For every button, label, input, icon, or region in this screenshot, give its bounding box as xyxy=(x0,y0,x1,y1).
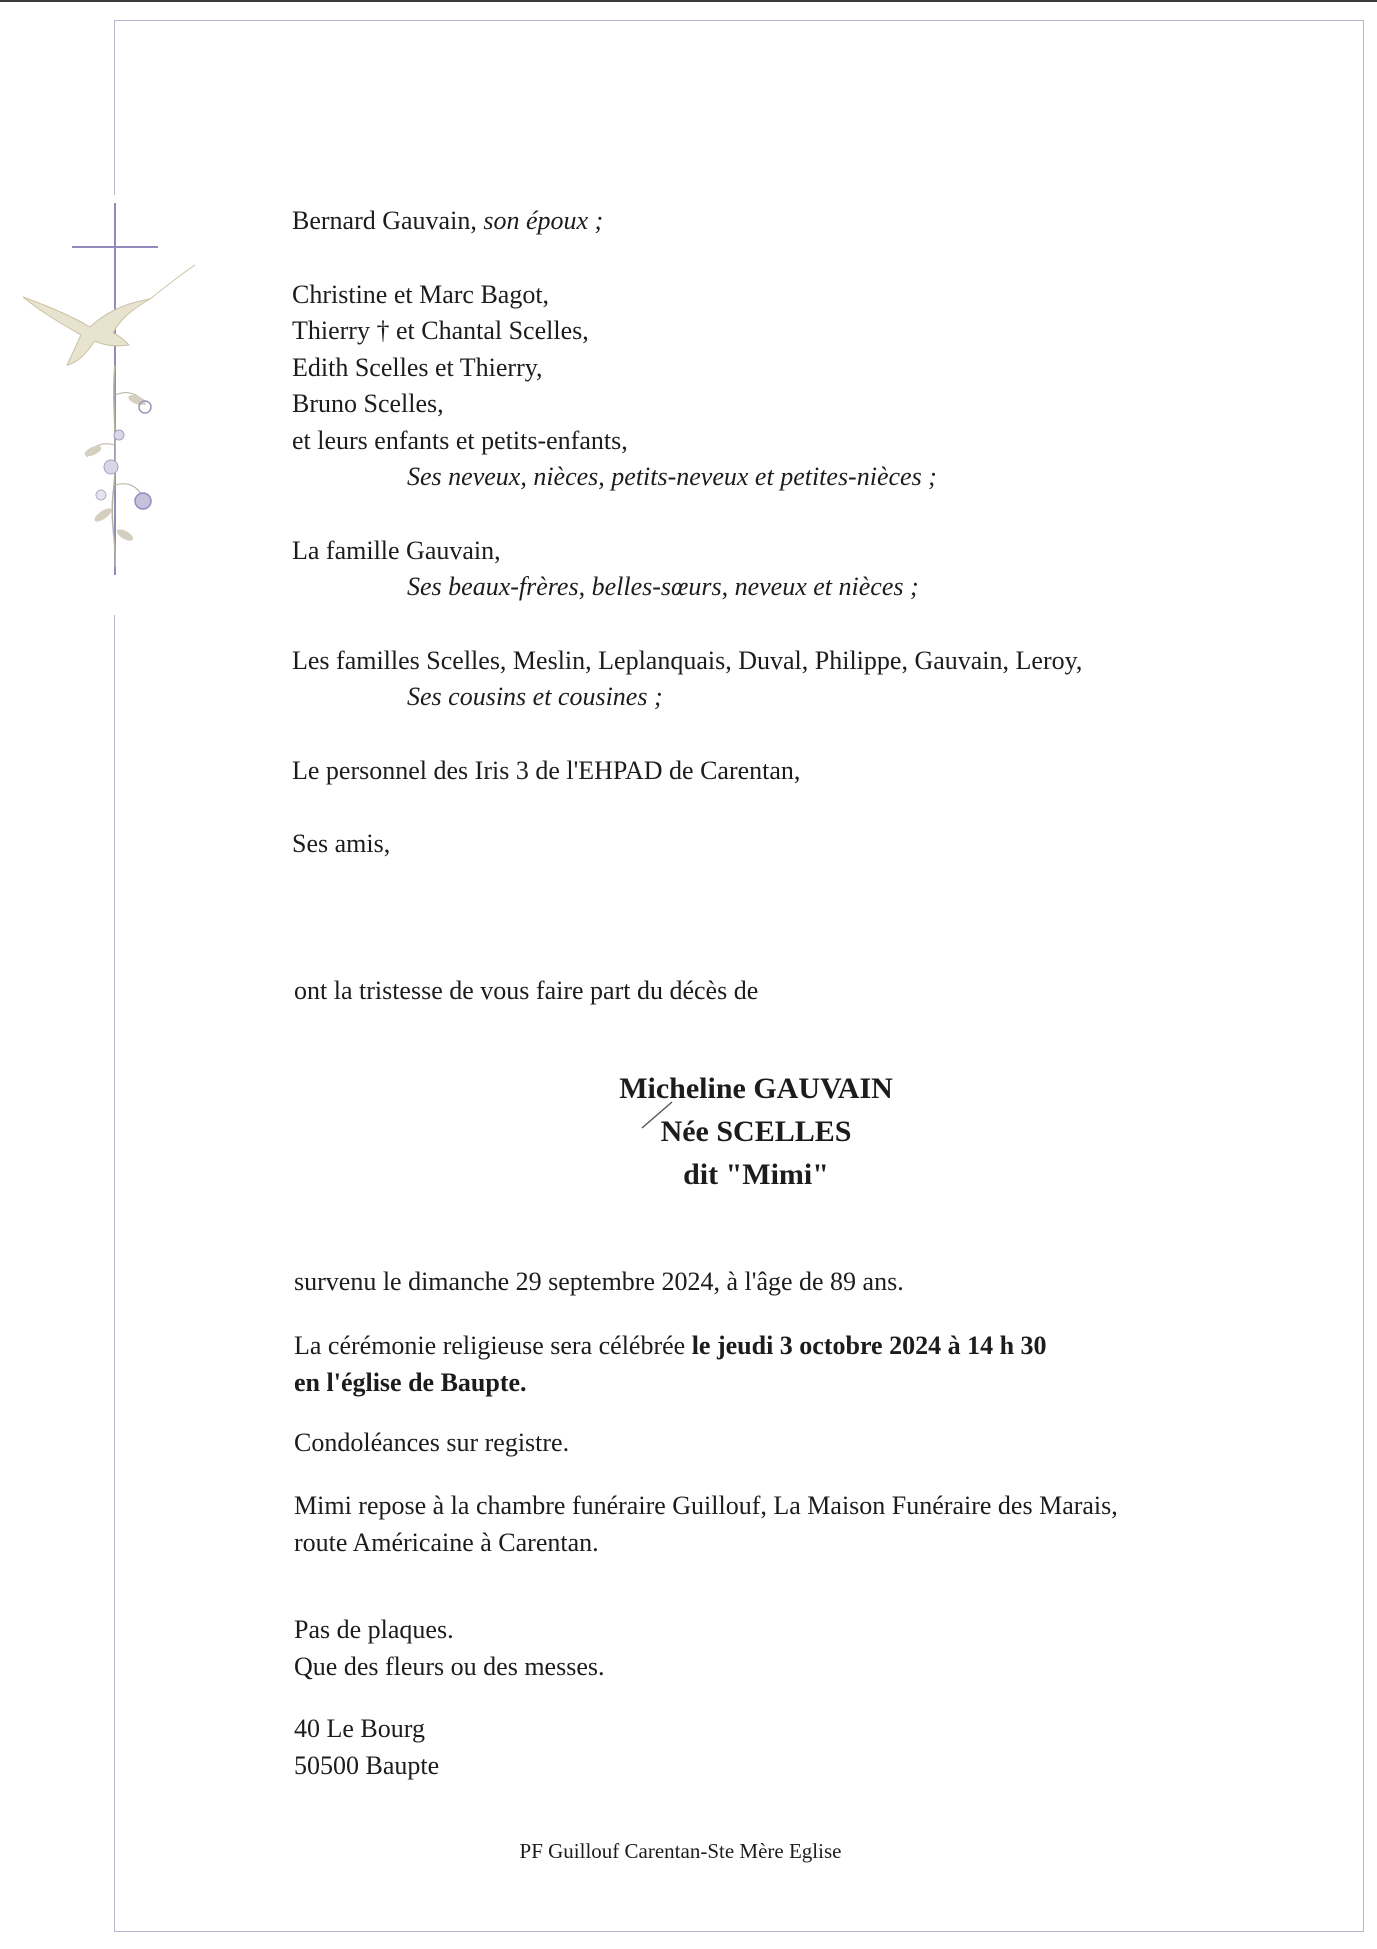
child-line: Bruno Scelles, xyxy=(292,389,444,418)
spouse-name: Bernard Gauvain, xyxy=(292,206,477,235)
child-line: Edith Scelles et Thierry, xyxy=(292,352,543,382)
wishes-line: Que des fleurs ou des messes. xyxy=(294,1651,605,1681)
pen-stroke-mark xyxy=(638,1098,678,1130)
condolences-line: Condoléances sur registre. xyxy=(294,1428,570,1457)
cross-dove-ornament xyxy=(15,195,205,615)
other-families-line: Les familles Scelles, Meslin, Leplanquais, Duval, Philippe, Gauvain, Leroy, xyxy=(292,645,1083,675)
address-line: 40 Le Bourg xyxy=(294,1714,425,1743)
ceremony-intro: La cérémonie religieuse sera célébrée xyxy=(294,1331,692,1360)
rest-place-line: Mimi repose à la chambre funéraire Guillouf, La Maison Funéraire des Marais, xyxy=(294,1491,1118,1520)
friends-line: Ses amis, xyxy=(292,829,391,858)
address-block xyxy=(294,1711,439,1784)
gauvain-family-line: La famille Gauvain, xyxy=(292,535,501,565)
announcement-line: ont la tristesse de vous faire part du décès de xyxy=(294,976,759,1005)
family-list xyxy=(292,203,1082,863)
deceased-nickname: dit "Mimi" xyxy=(683,1158,829,1191)
wishes-block xyxy=(294,1612,605,1685)
deceased-name-block xyxy=(504,1067,1008,1196)
death-date-line: survenu le dimanche 29 septembre 2024, à l'âge de 89 ans. xyxy=(294,1267,904,1296)
deceased-name: Micheline GAUVAIN xyxy=(619,1072,893,1105)
cousins-line: Ses cousins et cousines ; xyxy=(407,682,663,711)
ceremony-line xyxy=(294,1328,1047,1365)
address-line: 50500 Baupte xyxy=(294,1750,440,1780)
ceremony-place: en l'église de Baupte. xyxy=(294,1367,527,1397)
wishes-line: Pas de plaques. xyxy=(294,1615,454,1644)
staff-line: Le personnel des Iris 3 de l'EHPAD de Carentan, xyxy=(292,755,801,785)
funeral-home-name: PF Guillouf Carentan-Ste Mère Eglise xyxy=(519,1839,842,1863)
rest-place-line: route Américaine à Carentan. xyxy=(294,1527,599,1557)
grandchildren-line: et leurs enfants et petits-enfants, xyxy=(292,425,628,455)
nephews-line: Ses neveux, nièces, petits-neveux et petites-nièces ; xyxy=(407,462,937,491)
ceremony-date-time: le jeudi 3 octobre 2024 à 14 h 30 xyxy=(691,1331,1047,1360)
deceased-maiden-name: Née SCELLES xyxy=(660,1115,852,1148)
rest-place-block xyxy=(294,1488,1118,1561)
scan-edge-line xyxy=(0,0,1377,2)
spouse-role: son époux ; xyxy=(483,206,604,235)
funeral-home-footer xyxy=(0,1836,1377,1866)
in-laws-line: Ses beaux-frères, belles-sœurs, neveux et nièces ; xyxy=(407,572,919,601)
child-line: Christine et Marc Bagot, xyxy=(292,279,550,309)
child-line: Thierry † et Chantal Scelles, xyxy=(292,316,589,345)
spouse-line xyxy=(292,203,1082,240)
ceremony-block xyxy=(294,1328,1047,1401)
